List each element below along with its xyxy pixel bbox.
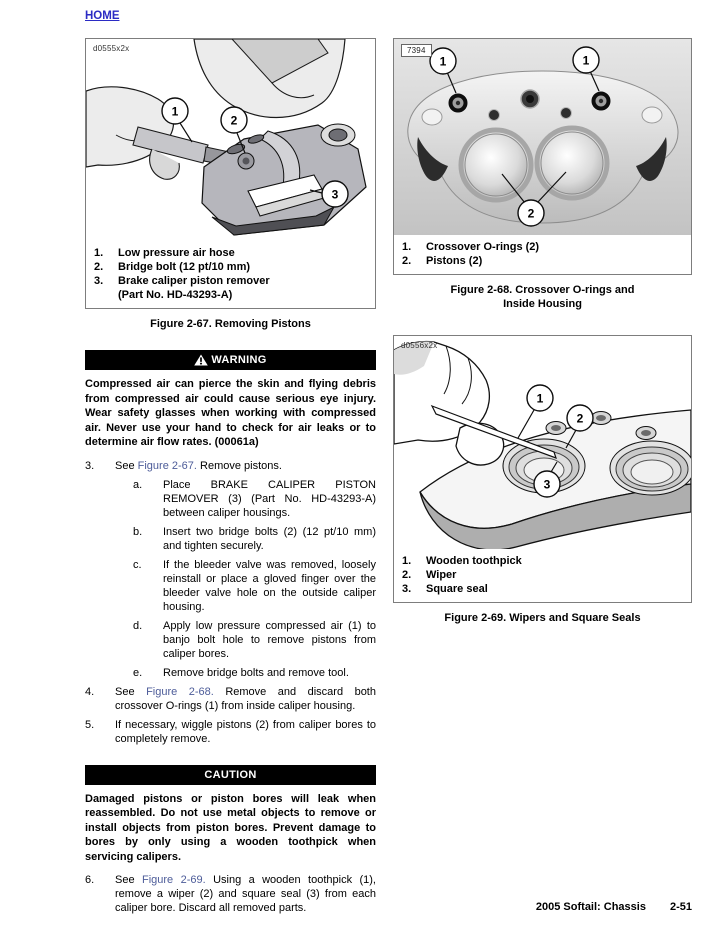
- svg-text:2: 2: [527, 206, 535, 221]
- figure-2-67-drawing: [86, 39, 375, 241]
- step-4: 4. See Figure 2-68. Remove and discard both crossover O-rings (1) from inside caliper housing.: [85, 685, 376, 712]
- figure-2-68-image-id: 7394: [401, 44, 432, 57]
- warning-title: WARNING: [211, 354, 267, 366]
- figure-2-68-caption: Figure 2-68. Crossover O-rings and Inside Housing: [450, 284, 635, 310]
- legend-item-continuation: (Part No. HD-43293-A): [118, 289, 233, 301]
- warning-text: Compressed air can pierce the skin and flying debris from compressed air could cause serious eye injury. Wear safety glasses when working with compressed air. Never use your hand to check for air leaks or to determine air flow rates. (00061a): [85, 378, 376, 448]
- figure-2-69-legend: [394, 549, 691, 602]
- figure-2-67-caption: Figure 2-67. Removing Pistons: [150, 318, 311, 330]
- caution-title: CAUTION: [204, 768, 257, 781]
- svg-text:3: 3: [331, 187, 339, 202]
- figure-2-67-link[interactable]: Figure 2-67.: [137, 459, 197, 472]
- figure-2-68-photo: [394, 39, 691, 235]
- step-3: 3. See Figure 2-67. Remove pistons.: [85, 459, 282, 472]
- caliper-housing-photo: [394, 39, 691, 235]
- manual-title: 2005 Softail: Chassis: [535, 901, 646, 913]
- figure-2-67-image-id: d0555x2x: [93, 44, 130, 53]
- svg-text:1: 1: [582, 53, 590, 68]
- figure-2-69-link[interactable]: Figure 2-69.: [141, 874, 206, 886]
- step-6: 6. See Figure 2-69. Using a wooden toothpick (1), remove a wiper (2) and square seal (3) from each caliper bore. Discard all removed parts.: [85, 874, 376, 914]
- step-3d: d. Apply low pressure compressed air (1) to banjo bolt hole to remove pistons from caliper bores.: [133, 619, 376, 660]
- figure-2-69-image-id: d0556x2x: [401, 341, 438, 350]
- toothpick-seal-illustration: [394, 336, 691, 549]
- svg-text:1: 1: [439, 54, 447, 69]
- page-footer: [0, 901, 692, 913]
- warning-band: [85, 350, 376, 370]
- figure-2-68: [393, 38, 692, 275]
- step-3b: b. Insert two bridge bolts (2) (12 pt/10 mm) and tighten securely.: [133, 525, 376, 552]
- legend-item: 3. Square seal: [402, 583, 488, 595]
- svg-text:1: 1: [171, 104, 179, 119]
- svg-text:3: 3: [543, 477, 551, 492]
- figure-2-67: [85, 38, 376, 309]
- svg-text:2: 2: [230, 113, 238, 128]
- step-3c: c. If the bleeder valve was removed, loosely reinstall or place a gloved finger over the bleeder valve hole on the outside caliper housing.: [133, 558, 376, 613]
- legend-item: 1. Wooden toothpick: [402, 555, 522, 567]
- step-3a: a. Place BRAKE CALIPER PISTON REMOVER (3) (Part No. HD-43293-A) between caliper housings.: [133, 478, 376, 519]
- caution-text: Damaged pistons or piston bores will leak when reassembled. Do not use metal objects to remove or install objects from piston bores. Prevent damage to bores by only using a wooden toothpick when servicing calipers.: [85, 792, 376, 863]
- svg-text:1: 1: [536, 391, 544, 406]
- home-link[interactable]: HOME: [85, 10, 120, 22]
- figure-2-68-legend: [394, 235, 691, 274]
- figure-2-69: [393, 335, 692, 603]
- legend-item: 2. Wiper: [402, 569, 457, 581]
- legend-item: 3. Brake caliper piston remover: [94, 275, 270, 287]
- right-column: [393, 38, 692, 625]
- figure-2-68-link[interactable]: Figure 2-68.: [146, 685, 214, 698]
- caution-band: [85, 765, 376, 785]
- step-5: 5. If necessary, wiggle pistons (2) from caliper bores to completely remove.: [85, 718, 376, 745]
- legend-item: 1. Crossover O-rings (2): [402, 241, 540, 253]
- figure-2-69-drawing: [394, 336, 691, 549]
- figure-2-67-legend: [86, 241, 375, 308]
- piston-removal-illustration: [86, 39, 375, 241]
- left-column: [85, 38, 376, 920]
- page-number: 2-51: [669, 901, 692, 913]
- warning-triangle-icon: [194, 354, 208, 366]
- legend-item: 2. Pistons (2): [402, 255, 483, 267]
- step-3e: e. Remove bridge bolts and remove tool.: [133, 666, 349, 679]
- legend-item: 1. Low pressure air hose: [94, 247, 235, 259]
- legend-item: 2. Bridge bolt (12 pt/10 mm): [94, 261, 251, 273]
- figure-2-69-caption: Figure 2-69. Wipers and Square Seals: [444, 612, 641, 624]
- svg-text:2: 2: [576, 411, 584, 426]
